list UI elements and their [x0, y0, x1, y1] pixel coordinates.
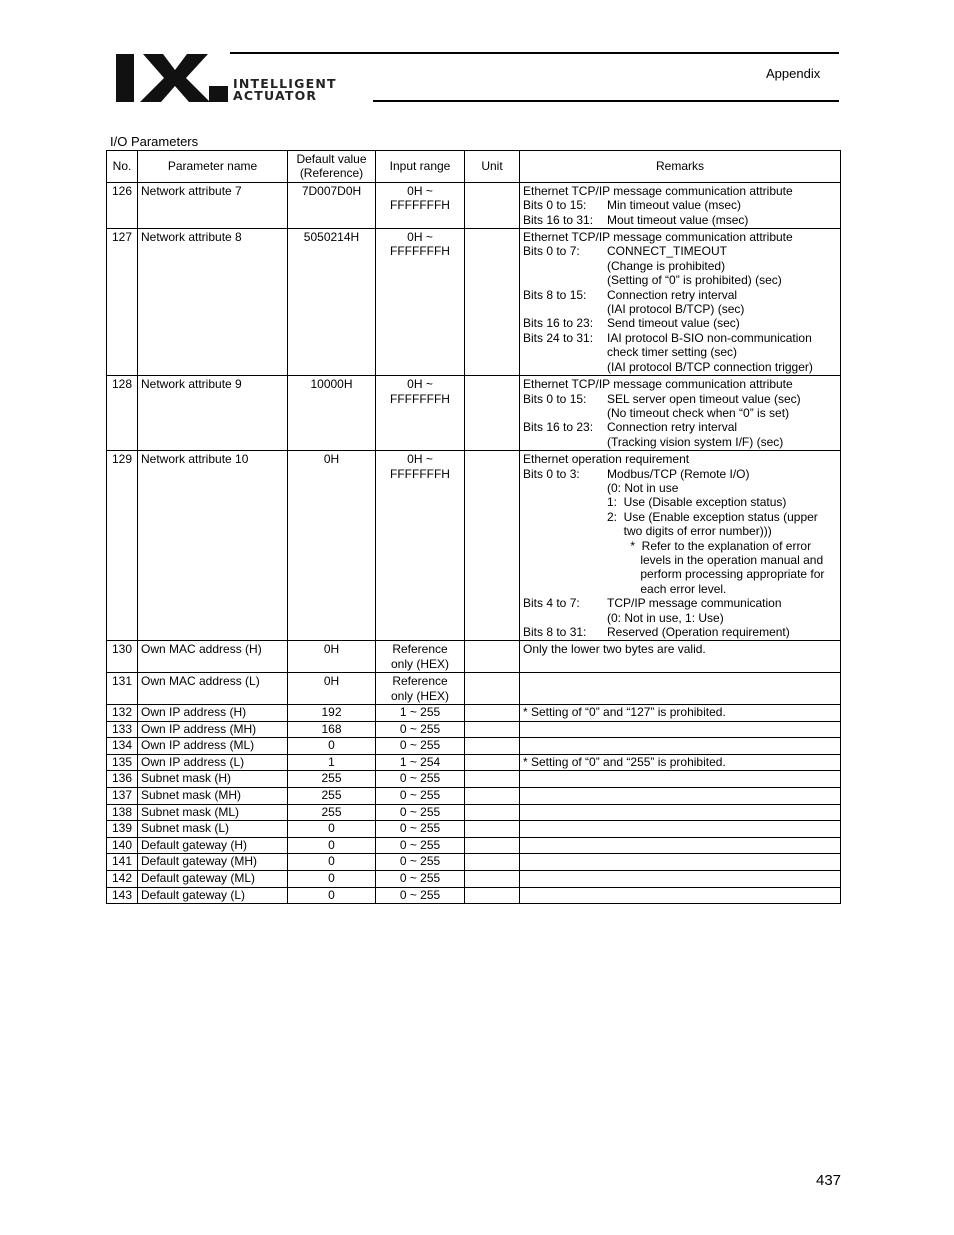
cell-remarks	[520, 738, 841, 755]
remark-text: levels in the operation manual and	[607, 552, 824, 567]
cell-input-range: 0 ~ 255	[376, 821, 465, 838]
cell-no: 127	[107, 229, 138, 376]
remark-line	[523, 625, 837, 639]
cell-no: 132	[107, 705, 138, 722]
cell-no: 136	[107, 771, 138, 788]
cell-unit	[465, 837, 520, 854]
cell-no: 128	[107, 376, 138, 451]
remark-bits-label	[523, 567, 607, 581]
cell-default-value: 7D007D0H	[288, 182, 376, 228]
cell-remarks	[520, 754, 841, 771]
table-row	[107, 887, 841, 904]
cell-no: 130	[107, 641, 138, 673]
table-row	[107, 804, 841, 821]
cell-unit	[465, 673, 520, 705]
remark-text: Ethernet TCP/IP message communication attribute	[523, 183, 793, 198]
cell-no: 126	[107, 182, 138, 228]
table-row	[107, 821, 841, 838]
cell-remarks	[520, 673, 841, 705]
col-header-unit: Unit	[465, 151, 520, 183]
remark-text: Mout timeout value (msec)	[607, 212, 749, 227]
remark-bits-label: Bits 0 to 15:	[523, 391, 587, 406]
ix-logo	[113, 52, 228, 104]
remark-line	[523, 642, 837, 656]
remark-bits-label	[523, 553, 607, 567]
cell-unit	[465, 641, 520, 673]
remark-text: * Setting of “0” and “127” is prohibited.	[523, 705, 726, 720]
cell-remarks	[520, 854, 841, 871]
table-row	[107, 182, 841, 228]
remark-line	[523, 553, 837, 567]
cell-no: 139	[107, 821, 138, 838]
remark-line	[523, 259, 837, 273]
remark-bits-label: Bits 16 to 23:	[523, 420, 594, 435]
remark-line	[523, 392, 837, 406]
cell-remarks	[520, 771, 841, 788]
cell-parameter-name: Own IP address (MH)	[138, 721, 288, 738]
cell-parameter-name: Subnet mask (MH)	[138, 788, 288, 805]
cell-input-range: 0 ~ 255	[376, 837, 465, 854]
cell-input-range: 0 ~ 255	[376, 854, 465, 871]
table-row	[107, 376, 841, 451]
page-header	[0, 0, 954, 110]
cell-input-range: 0H ~ FFFFFFFH	[376, 376, 465, 451]
cell-parameter-name: Default gateway (H)	[138, 837, 288, 854]
remark-text: * Setting of “0” and “255” is prohibited.	[523, 754, 726, 769]
cell-default-value: 5050214H	[288, 229, 376, 376]
cell-default-value: 255	[288, 788, 376, 805]
cell-remarks	[520, 804, 841, 821]
cell-parameter-name: Default gateway (ML)	[138, 870, 288, 887]
table-row	[107, 673, 841, 705]
default-value-header-text: Default value (Reference)	[296, 152, 367, 181]
table-row	[107, 721, 841, 738]
remark-bits-label	[523, 360, 607, 374]
remark-line	[523, 184, 837, 198]
section-label: Appendix	[766, 66, 821, 81]
remark-bits-label	[523, 495, 607, 509]
cell-input-range: 0 ~ 255	[376, 788, 465, 805]
table-row	[107, 641, 841, 673]
cell-no: 129	[107, 451, 138, 641]
cell-unit	[465, 887, 520, 904]
remark-line	[523, 288, 837, 302]
cell-parameter-name: Own MAC address (H)	[138, 641, 288, 673]
wordmark-line-2: ACTUATOR	[233, 88, 318, 103]
remark-text: Ethernet operation requirement	[523, 452, 690, 467]
table-title: I/O Parameters	[110, 134, 199, 149]
remark-line	[523, 213, 837, 227]
remark-line	[523, 435, 837, 449]
col-header-parameter-name: Parameter name	[138, 151, 288, 183]
remark-bits-label	[523, 435, 607, 449]
cell-default-value: 1	[288, 754, 376, 771]
page-number: 437	[816, 1172, 842, 1189]
remark-text: two digits of error number)))	[607, 524, 772, 539]
remark-line	[523, 495, 837, 509]
cell-parameter-name: Subnet mask (ML)	[138, 804, 288, 821]
remark-bits-label	[523, 524, 607, 538]
cell-unit	[465, 721, 520, 738]
cell-input-range: 0 ~ 255	[376, 870, 465, 887]
remark-text: CONNECT_TIMEOUT	[607, 244, 727, 259]
remark-bits-label: Bits 0 to 7:	[523, 244, 580, 259]
remark-bits-label	[523, 259, 607, 273]
company-wordmark	[233, 78, 337, 102]
cell-unit	[465, 182, 520, 228]
cell-parameter-name: Network attribute 9	[138, 376, 288, 451]
remark-text: Only the lower two bytes are valid.	[523, 642, 706, 657]
cell-input-range: 0 ~ 255	[376, 721, 465, 738]
remark-bits-label: Bits 16 to 31:	[523, 212, 594, 227]
header-rule-top	[230, 52, 839, 54]
col-header-input-range: Input range	[376, 151, 465, 183]
remark-text: (IAI protocol B/TCP) (sec)	[607, 302, 745, 317]
cell-input-range: 0H ~ FFFFFFFH	[376, 451, 465, 641]
cell-no: 133	[107, 721, 138, 738]
remark-text: Ethernet TCP/IP message communication attribute	[523, 377, 793, 392]
cell-default-value: 0H	[288, 641, 376, 673]
cell-parameter-name: Own MAC address (L)	[138, 673, 288, 705]
remark-bits-label	[523, 510, 607, 524]
remark-text: (Setting of “0” is prohibited) (sec)	[607, 273, 782, 288]
remark-text: 1: Use (Disable exception status)	[607, 495, 787, 510]
remark-line	[523, 755, 837, 771]
cell-no: 140	[107, 837, 138, 854]
remark-text: (Change is prohibited)	[607, 258, 726, 273]
cell-no: 141	[107, 854, 138, 871]
cell-default-value: 255	[288, 771, 376, 788]
cell-default-value: 0	[288, 738, 376, 755]
cell-input-range: Reference only (HEX)	[376, 641, 465, 673]
remark-bits-label	[523, 611, 607, 625]
remark-text: each error level.	[607, 581, 727, 596]
cell-input-range: 1 ~ 255	[376, 705, 465, 722]
cell-no: 137	[107, 788, 138, 805]
cell-parameter-name: Network attribute 8	[138, 229, 288, 376]
cell-unit	[465, 376, 520, 451]
wordmark-line-1: INTELLIGENT	[233, 76, 337, 91]
table-row	[107, 229, 841, 376]
cell-parameter-name: Subnet mask (H)	[138, 771, 288, 788]
remark-line	[523, 198, 837, 212]
cell-remarks	[520, 887, 841, 904]
cell-remarks	[520, 705, 841, 722]
remark-text: 2: Use (Enable exception status (upper	[607, 509, 818, 524]
remark-text: (Tracking vision system I/F) (sec)	[607, 434, 784, 449]
cell-remarks	[520, 821, 841, 838]
header-rule-bottom	[373, 100, 839, 102]
remark-bits-label: Bits 0 to 15:	[523, 198, 587, 213]
remark-line	[523, 524, 837, 538]
remark-line	[523, 244, 837, 258]
remark-text: IAI protocol B-SIO non-communication	[607, 330, 812, 345]
cell-input-range: 0 ~ 255	[376, 804, 465, 821]
remark-text: SEL server open timeout value (sec)	[607, 391, 801, 406]
remark-line	[523, 539, 837, 553]
cell-unit	[465, 229, 520, 376]
cell-remarks	[520, 376, 841, 451]
cell-parameter-name: Default gateway (L)	[138, 887, 288, 904]
table-header-row	[107, 151, 841, 183]
remark-bits-label	[523, 345, 607, 359]
remark-text: Ethernet TCP/IP message communication attribute	[523, 230, 793, 245]
remark-line	[523, 452, 837, 466]
table-row	[107, 705, 841, 722]
remark-line	[523, 360, 837, 374]
cell-default-value: 168	[288, 721, 376, 738]
cell-default-value: 0H	[288, 673, 376, 705]
cell-remarks	[520, 641, 841, 673]
cell-unit	[465, 821, 520, 838]
remark-bits-label: Bits 0 to 3:	[523, 466, 580, 481]
remark-line	[523, 420, 837, 434]
cell-unit	[465, 451, 520, 641]
cell-default-value: 0H	[288, 451, 376, 641]
cell-input-range: 0 ~ 255	[376, 887, 465, 904]
cell-default-value: 0	[288, 821, 376, 838]
cell-parameter-name: Subnet mask (L)	[138, 821, 288, 838]
table-row	[107, 451, 841, 641]
remark-line	[523, 611, 837, 625]
cell-input-range: Reference only (HEX)	[376, 673, 465, 705]
remark-bits-label	[523, 582, 607, 596]
remark-bits-label: Bits 4 to 7:	[523, 596, 580, 611]
remark-line	[523, 582, 837, 596]
cell-no: 135	[107, 754, 138, 771]
cell-input-range: 0 ~ 255	[376, 771, 465, 788]
cell-remarks	[520, 837, 841, 854]
cell-remarks	[520, 451, 841, 641]
remark-text: (No timeout check when “0” is set)	[607, 405, 790, 420]
cell-unit	[465, 754, 520, 771]
remark-text: Min timeout value (msec)	[607, 198, 742, 213]
cell-no: 142	[107, 870, 138, 887]
cell-unit	[465, 804, 520, 821]
cell-parameter-name: Own IP address (L)	[138, 754, 288, 771]
remark-line	[523, 302, 837, 316]
table-row	[107, 738, 841, 755]
cell-no: 131	[107, 673, 138, 705]
remark-bits-label	[523, 539, 607, 553]
remark-bits-label	[523, 273, 607, 287]
cell-parameter-name: Default gateway (MH)	[138, 854, 288, 871]
cell-unit	[465, 705, 520, 722]
remark-text: check timer setting (sec)	[607, 345, 738, 360]
cell-default-value: 255	[288, 804, 376, 821]
remark-bits-label: Bits 24 to 31:	[523, 330, 594, 345]
cell-unit	[465, 854, 520, 871]
remark-text: (IAI protocol B/TCP connection trigger)	[607, 359, 813, 374]
table-row	[107, 788, 841, 805]
col-header-remarks: Remarks	[520, 151, 841, 183]
remark-line	[523, 406, 837, 420]
table-row	[107, 754, 841, 771]
remark-text: Reserved (Operation requirement)	[607, 625, 790, 639]
cell-remarks	[520, 870, 841, 887]
io-parameters-table	[106, 150, 841, 904]
cell-no: 138	[107, 804, 138, 821]
remark-text: (0: Not in use	[607, 480, 679, 495]
table-row	[107, 771, 841, 788]
remark-line	[523, 316, 837, 330]
remark-text: Connection retry interval	[607, 420, 738, 435]
remark-line	[523, 567, 837, 581]
table-body	[107, 182, 841, 903]
remark-bits-label: Bits 8 to 31:	[523, 625, 587, 639]
col-header-no: No.	[107, 151, 138, 183]
remark-text: perform processing appropriate for	[607, 567, 825, 582]
cell-default-value: 192	[288, 705, 376, 722]
remark-bits-label	[523, 406, 607, 420]
remark-line	[523, 510, 837, 524]
remark-line	[523, 331, 837, 345]
cell-remarks	[520, 182, 841, 228]
cell-no: 143	[107, 887, 138, 904]
cell-default-value: 10000H	[288, 376, 376, 451]
remark-line	[523, 273, 837, 287]
cell-default-value: 0	[288, 887, 376, 904]
cell-remarks	[520, 788, 841, 805]
remark-line	[523, 467, 837, 481]
table-row	[107, 854, 841, 871]
cell-parameter-name: Network attribute 10	[138, 451, 288, 641]
cell-no: 134	[107, 738, 138, 755]
cell-remarks	[520, 229, 841, 376]
cell-unit	[465, 738, 520, 755]
table-row	[107, 837, 841, 854]
remark-line	[523, 596, 837, 610]
cell-input-range: 0H ~ FFFFFFFH	[376, 182, 465, 228]
cell-input-range: 1 ~ 254	[376, 754, 465, 771]
remark-bits-label	[523, 481, 607, 495]
remark-text: Connection retry interval	[607, 287, 738, 302]
remark-line	[523, 481, 837, 495]
remark-text: Send timeout value (sec)	[607, 316, 740, 331]
remark-line	[523, 230, 837, 244]
cell-unit	[465, 771, 520, 788]
cell-default-value: 0	[288, 854, 376, 871]
remark-text: * Refer to the explanation of error	[607, 538, 812, 553]
remark-line	[523, 705, 837, 721]
remark-bits-label: Bits 16 to 23:	[523, 316, 594, 331]
remark-line	[523, 377, 837, 391]
cell-default-value: 0	[288, 837, 376, 854]
cell-parameter-name: Own IP address (H)	[138, 705, 288, 722]
cell-input-range: 0H ~ FFFFFFFH	[376, 229, 465, 376]
cell-unit	[465, 788, 520, 805]
cell-parameter-name: Network attribute 7	[138, 182, 288, 228]
cell-input-range: 0 ~ 255	[376, 738, 465, 755]
remark-bits-label: Bits 8 to 15:	[523, 287, 587, 302]
remark-text: TCP/IP message communication	[607, 596, 782, 611]
cell-unit	[465, 870, 520, 887]
col-header-default-value	[288, 151, 376, 183]
remark-text: (0: Not in use, 1: Use)	[607, 610, 724, 625]
cell-parameter-name: Own IP address (ML)	[138, 738, 288, 755]
remark-text: Modbus/TCP (Remote I/O)	[607, 466, 750, 481]
table-row	[107, 870, 841, 887]
cell-remarks	[520, 721, 841, 738]
remark-bits-label	[523, 302, 607, 316]
cell-default-value: 0	[288, 870, 376, 887]
remark-line	[523, 345, 837, 359]
